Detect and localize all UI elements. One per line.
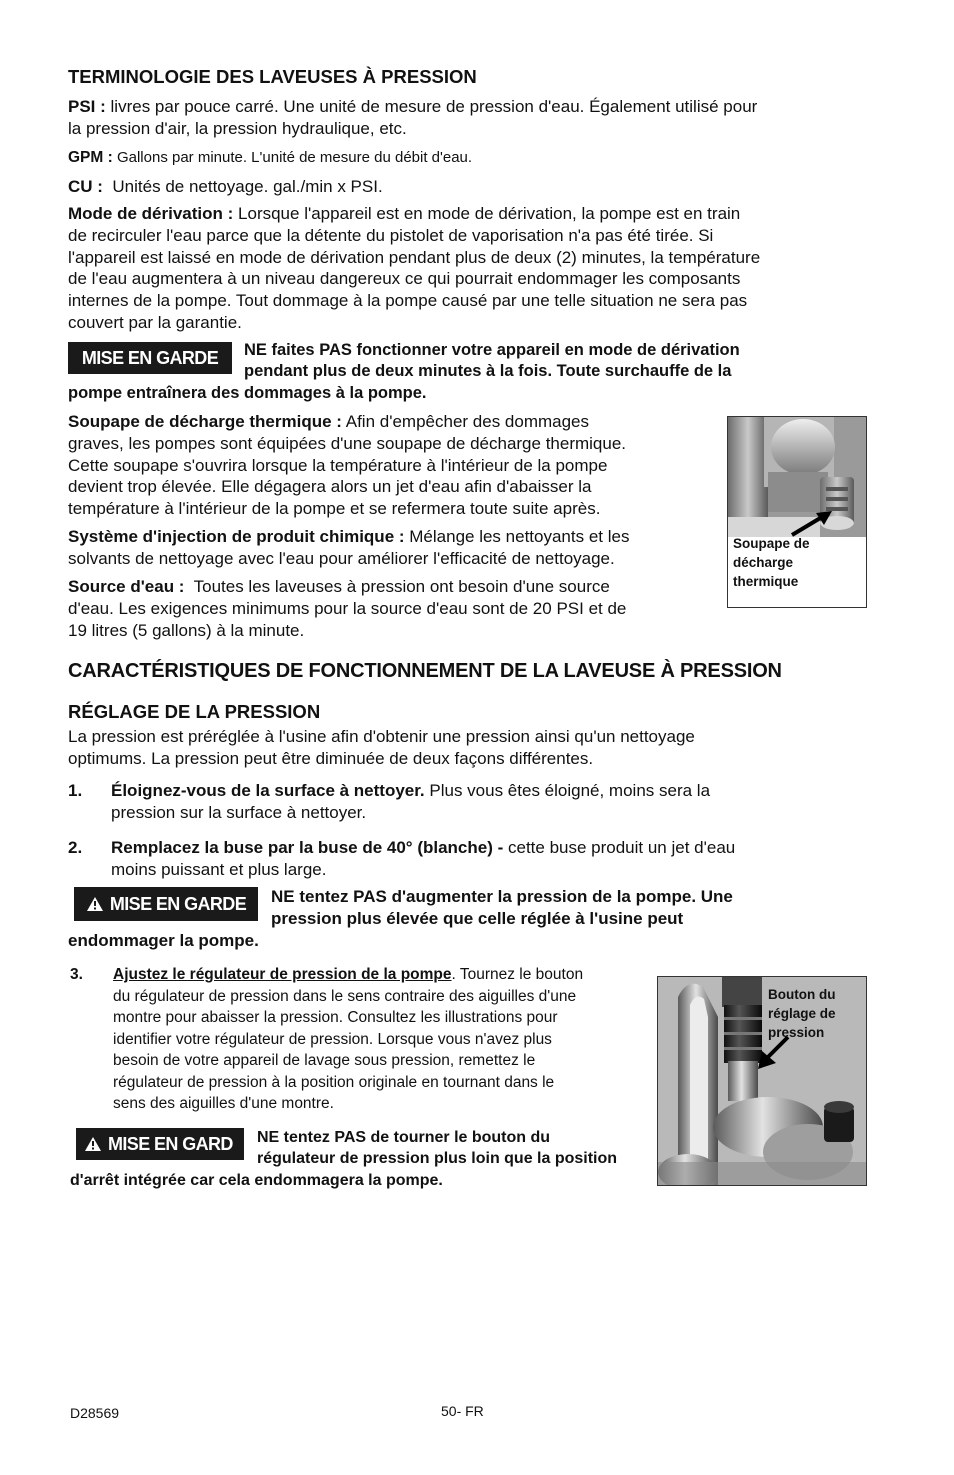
bypass-text-1: Lorsque l'appareil est en mode de dérivation, la pompe est en train	[238, 204, 741, 223]
psi-definition	[68, 96, 868, 140]
section-title-terminology: TERMINOLOGIE DES LAVEUSES À PRESSION	[68, 66, 477, 87]
warning-1-line-3: pompe entraînera des dommages à la pompe.	[68, 384, 427, 402]
step-2-number: 2.	[68, 838, 83, 857]
water-text-1: Toutes les laveuses à pression ont besoin d'une source	[193, 577, 610, 596]
thermal-text-5: température à l'intérieur de la pompe et se refermera toute suite après.	[68, 499, 601, 519]
chem-text-1: Mélange les nettoyants et les	[409, 527, 630, 546]
psi-text-1: livres par pouce carré. Une unité de mesure de pression d'eau. Également utilisé pour	[110, 97, 758, 116]
water-term: Source d'eau :	[68, 577, 185, 596]
page-number: 50- FR	[441, 1403, 484, 1419]
step-1-line-2: pression sur la surface à nettoyer.	[111, 802, 367, 822]
bypass-text-5: internes de la pompe. Tout dommage à la pompe causé par une telle situation ne sera pas	[68, 291, 748, 311]
cu-text: Unités de nettoyage. gal./min x PSI.	[112, 177, 383, 196]
caution-badge-label-1: MISE EN GARDE	[81, 347, 219, 368]
bypass-term: Mode de dérivation :	[68, 204, 234, 223]
knob-caption-3: pression	[768, 1025, 825, 1040]
bypass-definition	[68, 203, 878, 334]
chem-text-2: solvants de nettoyage avec l'eau pour améliorer l'efficacité de nettoyage.	[68, 548, 615, 568]
subsection-title-pressure: RÉGLAGE DE LA PRESSION	[68, 701, 321, 722]
thermal-valve-photo	[727, 416, 867, 608]
thermal-term: Soupape de décharge thermique :	[68, 412, 342, 431]
cu-definition	[68, 176, 383, 198]
document-number: D28569	[70, 1405, 120, 1421]
bypass-text-2: de recirculer l'eau parce que la détente du pistolet de vaporisation n'a pas été tirée. Si	[68, 225, 714, 245]
cu-term: CU :	[68, 177, 103, 196]
step-3-line-2: du régulateur de pression dans le sens contraire des aiguilles d'une	[113, 987, 577, 1005]
warning-1-line-2: pendant plus de deux minutes à la fois. Toute surchauffe de la	[244, 362, 732, 380]
warning-3-line-2: régulateur de pression plus loin que la position	[257, 1150, 618, 1167]
warning-triangle-icon	[86, 896, 104, 912]
pressure-intro-2: optimums. La pression peut être diminuée de deux façons différentes.	[68, 748, 594, 768]
psi-term: PSI :	[68, 97, 106, 116]
step-3	[113, 964, 653, 1115]
warning-2-line-2: pression plus élevée que celle réglée à l'usine peut	[271, 909, 684, 928]
bypass-text-3: l'appareil est laissé en mode de dérivation pendant plus de deux (2) minutes, la température	[68, 247, 761, 267]
gpm-term: GPM :	[68, 149, 113, 166]
warning-triangle-icon	[84, 1136, 102, 1152]
step-2-line-2: moins puissant et plus large.	[111, 859, 327, 879]
caution-badge-3	[76, 1128, 244, 1160]
thermal-caption-2: décharge	[733, 555, 794, 570]
water-text-3: 19 litres (5 gallons) à la minute.	[68, 620, 305, 640]
thermal-caption-1: Soupape de	[733, 536, 810, 551]
pressure-intro	[68, 726, 868, 770]
pressure-intro-1: La pression est préréglée à l'usine afin d'obtenir une pression ainsi qu'un nettoyage	[68, 727, 695, 746]
water-source-definition	[68, 576, 723, 641]
caution-badge-label-3: MISE EN GARD	[108, 1133, 233, 1154]
step-3-line-1-rest: . Tournez le bouton	[451, 966, 584, 983]
step-3-line-6: régulateur de pression à la position originale en tournant dans le	[113, 1073, 555, 1091]
step-3-underlined: Ajustez le régulateur de pression de la pompe	[113, 966, 452, 983]
warning-3-line-1: NE tentez PAS de tourner le bouton du	[257, 1129, 551, 1146]
warning-2-line-1: NE tentez PAS d'augmenter la pression de la pompe. Une	[271, 887, 733, 906]
caution-badge-1	[68, 342, 232, 374]
knob-caption-1: Bouton du	[768, 987, 836, 1002]
psi-text-2: la pression d'air, la pression hydraulique, etc.	[68, 118, 407, 138]
thermal-valve-definition	[68, 411, 718, 520]
step-3-number: 3.	[70, 966, 83, 983]
pressure-knob-caption	[768, 985, 836, 1042]
thermal-text-2: graves, les pompes sont équipées d'une soupape de décharge thermique.	[68, 433, 627, 453]
bypass-text-4: de l'eau augmentera à un niveau dangereux ce qui pourrait endommager les composants	[68, 269, 741, 289]
caution-badge-label-2: MISE EN GARDE	[109, 893, 247, 914]
thermal-valve-caption	[733, 534, 810, 591]
step-2-rest: cette buse produit un jet d'eau	[503, 838, 736, 857]
pressure-knob-photo	[657, 976, 867, 1186]
warning-1-line-1: NE faites PAS fonctionner votre appareil en mode de dérivation	[244, 341, 740, 359]
step-3-line-7: sens des aiguilles d'une montre.	[113, 1095, 334, 1112]
warning-3-line-3: d'arrêt intégrée car cela endommagera la pompe.	[70, 1172, 443, 1189]
chemical-injection-definition	[68, 526, 718, 570]
chem-term: Système d'injection de produit chimique :	[68, 527, 405, 546]
step-3-line-3: montre pour abaisser la pression. Consultez les illustrations pour	[113, 1009, 558, 1026]
thermal-text-3: Cette soupape s'ouvrira lorsque la température à l'intérieur de la pompe	[68, 455, 608, 475]
step-1-rest: Plus vous êtes éloigné, moins sera la	[424, 781, 711, 800]
thermal-caption-3: thermique	[733, 574, 799, 589]
step-2-bold: Remplacez la buse par la buse de 40° (blanche) -	[111, 838, 504, 857]
bypass-text-6: couvert par la garantie.	[68, 312, 242, 332]
step-3-line-5: besoin de votre appareil de lavage sous pression, remettez le	[113, 1052, 536, 1069]
water-text-2: d'eau. Les exigences minimums pour la source d'eau sont de 20 PSI et de	[68, 598, 627, 618]
section-title-operation: CARACTÉRISTIQUES DE FONCTIONNEMENT DE LA LAVEUSE À PRESSION	[68, 660, 782, 682]
step-1-bold: Éloignez-vous de la surface à nettoyer.	[111, 781, 425, 800]
step-1	[111, 780, 871, 824]
thermal-text-1: Afin d'empêcher des dommages	[345, 412, 590, 431]
caution-badge-2	[74, 887, 258, 921]
gpm-text: Gallons par minute. L'unité de mesure du débit d'eau.	[116, 149, 473, 166]
knob-caption-2: réglage de	[768, 1006, 836, 1021]
thermal-text-4: devient trop élevée. Elle dégagera alors un jet d'eau afin d'abaisser la	[68, 477, 592, 497]
step-2	[111, 837, 871, 881]
gpm-definition	[68, 148, 472, 168]
warning-2-line-3: endommager la pompe.	[68, 931, 259, 950]
step-1-number: 1.	[68, 781, 83, 800]
step-3-line-4: identifier votre régulateur de pression. Lorsque vous n'avez plus	[113, 1030, 552, 1048]
